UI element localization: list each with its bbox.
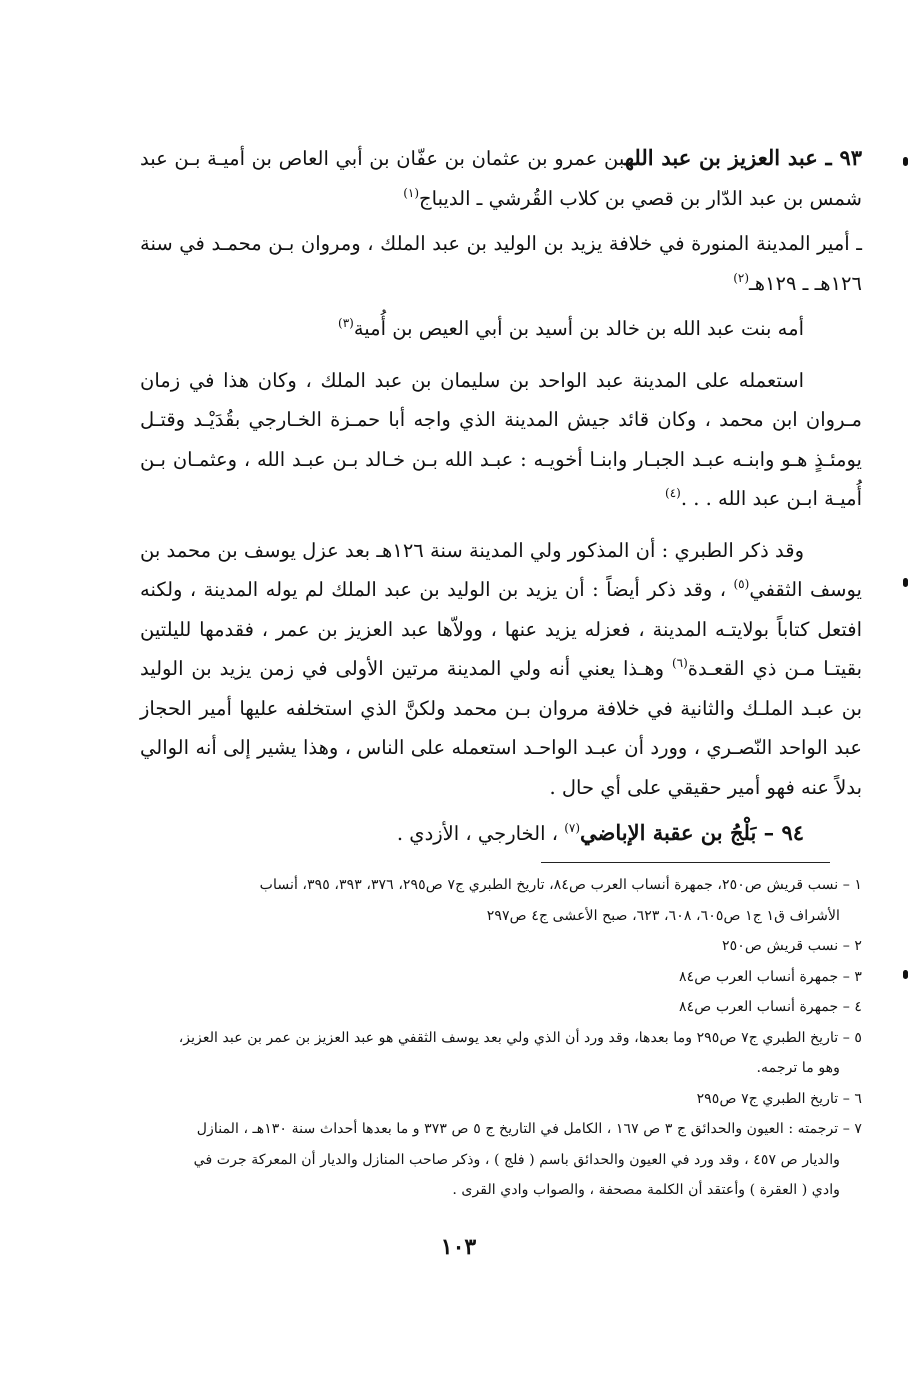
- footnote-ref-5: (٥): [733, 577, 750, 591]
- footnote-line: وهو ما ترجمه.: [756, 1060, 840, 1076]
- footnote-ref-3: (٣): [338, 316, 354, 330]
- footnote-divider: [541, 862, 830, 863]
- paragraph-2-text-c: وهـذا يعني أنه ولي المدينة مرتين الأولى في زمن يزيد بن الوليد بن عبـد الملـك والثانية في خلافة مروان بـن محمد ولكنَّ الذي استخلفه عليها أمير الحجاز عبد الواحد النّصـري ، وورد أن عبـد الواحـد استعمله على الناس ، وهذا يشير إلى أنه الوالي بدلاً عنه فهو أمير حقيقي على أي حال .: [140, 657, 862, 799]
- footnote-ref-4: (٤): [665, 486, 681, 500]
- footnote-4: [140, 992, 862, 1023]
- entry-94-title: [140, 813, 862, 854]
- footnote-line: ٣ – جمهرة أنساب العرب ص٨٤: [679, 968, 862, 985]
- footnote-ref-7: (٧): [564, 821, 581, 835]
- margin-mark: [903, 578, 908, 587]
- entry-93-role-text: ـ أمير المدينة المنورة في خلافة يزيد بن الوليد بن عبد الملك ، ومروان بـن محمـد في سنة ١٢٦هـ ـ ١٢٩هـ: [140, 232, 862, 295]
- entry-93-mother: [140, 309, 862, 349]
- entry-93-lineage: بن عمرو بن عثمان بن عفّان بن أبي العاص بن أميـة بـن عبد شمس بن عبد الدّار بن قصي بن كلاب القُرشي ـ الديباج: [140, 147, 862, 210]
- footnote-line: ٥ – تاريخ الطبري ج٧ ص٢٩٥ وما بعدها، وقد ورد أن الذي ولي بعد يوسف الثقفي هو عبد العزيز بن عمر بن عبد العزيز،: [178, 1029, 862, 1046]
- footnote-line: ٧ – ترجمته : العيون والحدائق ج ٣ ص ١٦٧ ، الكامل في التاريخ ج ٥ ص ٣٧٣ و ما بعدها أحداث سنة ١٣٠هـ ، المنازل: [196, 1121, 862, 1137]
- footnote-1: [140, 870, 862, 931]
- footnotes: [140, 870, 862, 1206]
- entry-93-title: [140, 138, 862, 218]
- footnote-line: ٦ – تاريخ الطبري ج٧ ص٢٩٥: [696, 1090, 862, 1107]
- main-text: [140, 138, 862, 854]
- footnote-line: ١ – نسب قريش ص٢٥٠، جمهرة أنساب العرب ص٨٤، تاريخ الطبري ج٧ ص٢٩٥، ٣٧٦، ٣٩٣، ٣٩٥، أنساب: [259, 877, 862, 893]
- entry-93-mother-text: أمه بنت عبد الله بن خالد بن أسيد بن أبي العيص بن أُمية: [353, 317, 804, 340]
- page-number: ١٠٣: [440, 1234, 477, 1260]
- footnote-line: وادي ( العقرة ) وأعتقد أن الكلمة مصحفة ، والصواب وادي القرى .: [452, 1182, 840, 1198]
- entry-93-paragraph-1: [140, 361, 862, 519]
- paragraph-1-text: استعمله على المدينة عبد الواحد بن سليمان بن عبد الملك ، وكان هذا في زمان مـروان ابن محمد ، وكان قائد جيش المدينة الذي واجه أبا حمـزة الخـارجي بقُدَيْـد وقتـل يومئـذٍ هـو وابنـه عبـد الجبـار وابنـا أخويـه : عبـد الله بـن خـالد بـن عبـد الله ، وعثمـان بـن أُميـة ابـن عبد الله . . .: [140, 368, 862, 510]
- margin-mark: [903, 157, 908, 166]
- entry-93-role: [140, 224, 862, 303]
- footnote-line: ٢ – نسب قريش ص٢٥٠: [722, 938, 862, 954]
- entry-93-heading: ٩٣ ـ عبد العزيز بن عبد الله: [624, 145, 862, 170]
- footnote-3: [140, 962, 862, 993]
- footnote-2: [140, 931, 862, 962]
- margin-mark: [903, 970, 908, 979]
- footnote-7: [140, 1114, 862, 1206]
- paragraph-2-text-a: وقد ذكر الطبري : أن المذكور ولي المدينة سنة ١٢٦هـ بعد عزل يوسف بن محمد بن يوسف الثقفي: [140, 538, 862, 601]
- entry-93-paragraph-2: [140, 531, 862, 808]
- footnote-ref-1: (١): [403, 185, 420, 200]
- footnote-line: الأشراف ق١ ج١ ص٦٠٥، ٦٠٨، ٦٢٣، صبح الأعشى ج٤ ص٢٩٧: [486, 907, 840, 924]
- entry-94-descriptor: ، الخارجي ، الأزدي .: [396, 822, 559, 845]
- footnote-line: ٤ – جمهرة أنساب العرب ص٨٤: [679, 999, 862, 1015]
- footnote-ref-6: (٦): [671, 656, 688, 670]
- entry-94-heading: ٩٤ – بَلْجُ بن عقبة الإباضي: [580, 820, 804, 845]
- paragraph-2-text-b: ، وقد ذكر أيضاً : أن يزيد بن الوليد بن عبد الملك لم يوله المدينة ، ولكنه افتعل كتاباً بولايتـه المدينة ، فعزله يزيد عنها ، وولاّها عبد العزيز بن عمر ، فقدمها لليلتين بقيتـا مـن ذي القعـدة: [140, 578, 862, 680]
- footnote-5: [140, 1023, 862, 1084]
- footnote-6: [140, 1084, 862, 1115]
- footnote-ref-2: (٢): [733, 270, 750, 285]
- footnote-line: والديار ص ٤٥٧ ، وقد ورد في العيون والحدائق باسم ( فلج ) ، وذكر صاحب المنازل والديار أن المعركة جرت في: [193, 1151, 840, 1168]
